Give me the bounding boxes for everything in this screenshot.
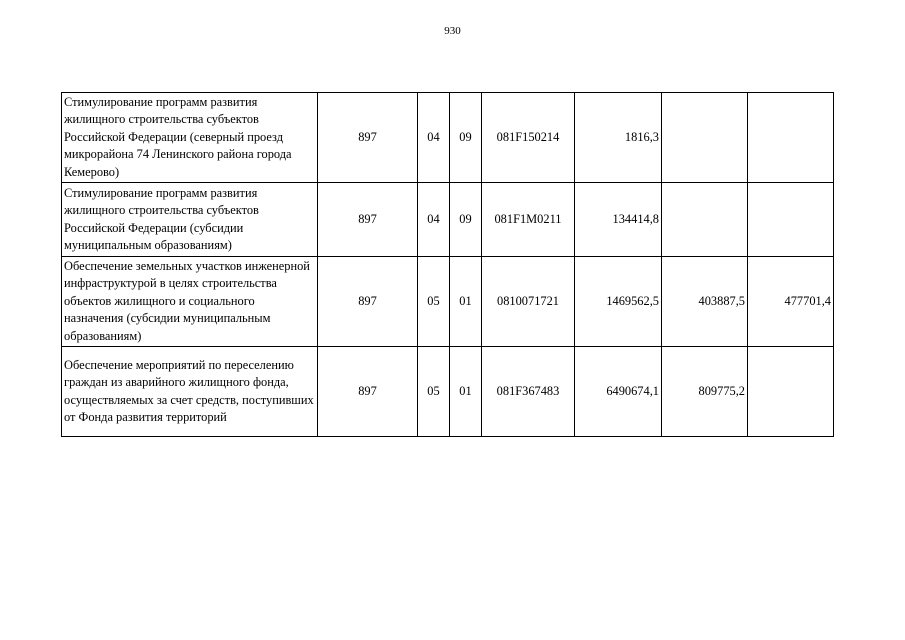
ministry-code-cell: 897 <box>318 347 418 437</box>
sum-1-cell: 1469562,5 <box>575 257 662 347</box>
table-row <box>62 93 834 183</box>
target-article-cell: 081F150214 <box>482 93 575 183</box>
sum-2-cell: 403887,5 <box>662 257 748 347</box>
table-row <box>62 257 834 347</box>
subsection-code-cell: 09 <box>450 183 482 257</box>
target-article-cell: 081F1M0211 <box>482 183 575 257</box>
row-name-cell: Обеспечение земельных участков инженерной инфраструктурой в целях строительства объектов жилищного и социального назначения (субсидии муниципальным образованиям) <box>62 257 318 347</box>
row-name-cell: Стимулирование программ развития жилищного строительства субъектов Российской Федерации (субсидии муниципальным образованиям) <box>62 183 318 257</box>
sum-2-cell <box>662 93 748 183</box>
ministry-code-cell: 897 <box>318 93 418 183</box>
section-code-cell: 04 <box>418 183 450 257</box>
section-code-cell: 04 <box>418 93 450 183</box>
target-article-cell: 0810071721 <box>482 257 575 347</box>
sum-3-cell: 477701,4 <box>748 257 834 347</box>
sum-1-cell: 6490674,1 <box>575 347 662 437</box>
section-code-cell: 05 <box>418 347 450 437</box>
sum-3-cell <box>748 183 834 257</box>
subsection-code-cell: 09 <box>450 93 482 183</box>
row-name-cell: Стимулирование программ развития жилищного строительства субъектов Российской Федерации (северный проезд микрорайона 74 Ленинского района города Кемерово) <box>62 93 318 183</box>
sum-2-cell: 809775,2 <box>662 347 748 437</box>
subsection-code-cell: 01 <box>450 347 482 437</box>
sum-1-cell: 1816,3 <box>575 93 662 183</box>
page-number: 930 <box>444 25 461 37</box>
target-article-cell: 081F367483 <box>482 347 575 437</box>
ministry-code-cell: 897 <box>318 257 418 347</box>
sum-3-cell <box>748 93 834 183</box>
sum-3-cell <box>748 347 834 437</box>
table-row <box>62 183 834 257</box>
row-name-cell: Обеспечение мероприятий по переселению граждан из аварийного жилищного фонда, осуществляемых за счет средств, поступивших от Фонда развития территорий <box>62 347 318 437</box>
section-code-cell: 05 <box>418 257 450 347</box>
table-row <box>62 347 834 437</box>
sum-2-cell <box>662 183 748 257</box>
ministry-code-cell: 897 <box>318 183 418 257</box>
sum-1-cell: 134414,8 <box>575 183 662 257</box>
budget-table <box>61 92 834 437</box>
subsection-code-cell: 01 <box>450 257 482 347</box>
